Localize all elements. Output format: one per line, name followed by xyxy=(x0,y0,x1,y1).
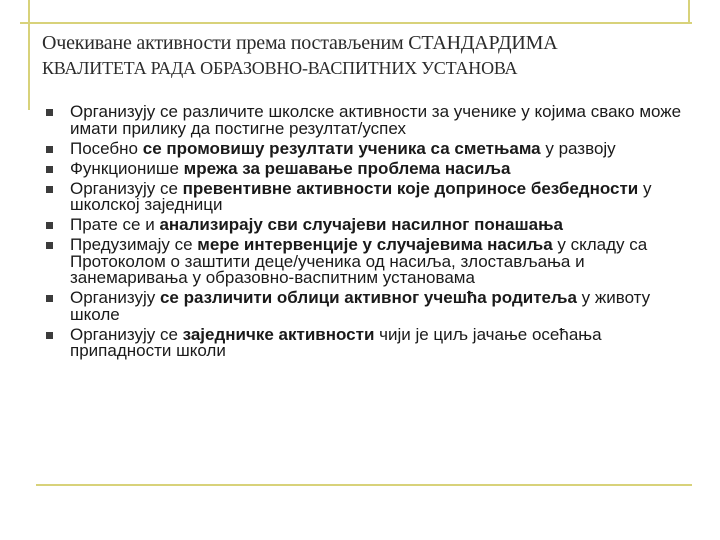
list-item xyxy=(42,324,692,360)
item-text: у развоју xyxy=(540,138,616,158)
square-bullet-icon xyxy=(46,222,53,229)
square-bullet-icon xyxy=(46,166,53,173)
square-bullet-icon xyxy=(46,295,53,302)
item-text-bold: се различити облици активног учешћа родитеља xyxy=(159,288,577,307)
list-item xyxy=(42,158,692,178)
list-item xyxy=(42,237,692,287)
square-bullet-icon xyxy=(46,242,53,249)
list-item xyxy=(42,290,692,323)
item-text: Организују се xyxy=(70,324,183,344)
item-text: у складу са Протоколом о заштити деце/ученика од насиља, злостављања и занемаривања у образовно-васпитним установама xyxy=(70,235,648,287)
top-rule xyxy=(20,22,692,24)
item-text-bold: се промовишу резултати ученика са сметњама xyxy=(142,138,541,158)
item-text: Организују се xyxy=(70,178,183,198)
slide-title xyxy=(42,31,692,81)
item-text: чији је циљ јачање осећања припадности школи xyxy=(70,324,602,360)
list-item xyxy=(42,138,692,158)
item-text: Предузимају се xyxy=(70,235,198,254)
left-accent-line xyxy=(28,0,30,110)
item-text: Посебно xyxy=(70,138,143,158)
item-text-bold: мрежа за решавање проблема насиља xyxy=(183,158,511,178)
item-text: Прате се и xyxy=(70,215,160,234)
item-text: у школској заједници xyxy=(70,178,652,214)
square-bullet-icon xyxy=(46,332,53,339)
list-item xyxy=(42,178,692,214)
item-text: Организују xyxy=(70,288,160,307)
square-bullet-icon xyxy=(46,186,53,193)
item-text: у животу школе xyxy=(70,288,651,324)
top-right-accent-line xyxy=(688,0,690,24)
list-item xyxy=(42,104,692,137)
title-line-1: Очекиване активности према постављеним СТАНДАРДИМА xyxy=(42,32,558,54)
item-text: Организују се различите школске активности за ученике у којима свако може имати прилику да постигне резултат/успех xyxy=(70,102,682,138)
title-line-2: КВАЛИТЕТА РАДА ОБРАЗОВНО-ВАСПИТНИХ УСТАНОВА xyxy=(42,58,518,78)
item-text-bold: мере интервенције у случајевима насиља xyxy=(197,235,553,254)
square-bullet-icon xyxy=(46,146,53,153)
item-text-bold: анализирају сви случајеви насилног понашања xyxy=(159,215,563,234)
square-bullet-icon xyxy=(46,109,53,116)
list-item xyxy=(42,217,692,234)
bullet-list xyxy=(42,104,692,363)
item-text: Функционише xyxy=(70,158,184,178)
item-text-bold: заједничке активности xyxy=(182,324,375,344)
item-text-bold: превентивне активности које доприносе безбедности xyxy=(182,178,639,198)
bottom-rule xyxy=(36,484,692,486)
